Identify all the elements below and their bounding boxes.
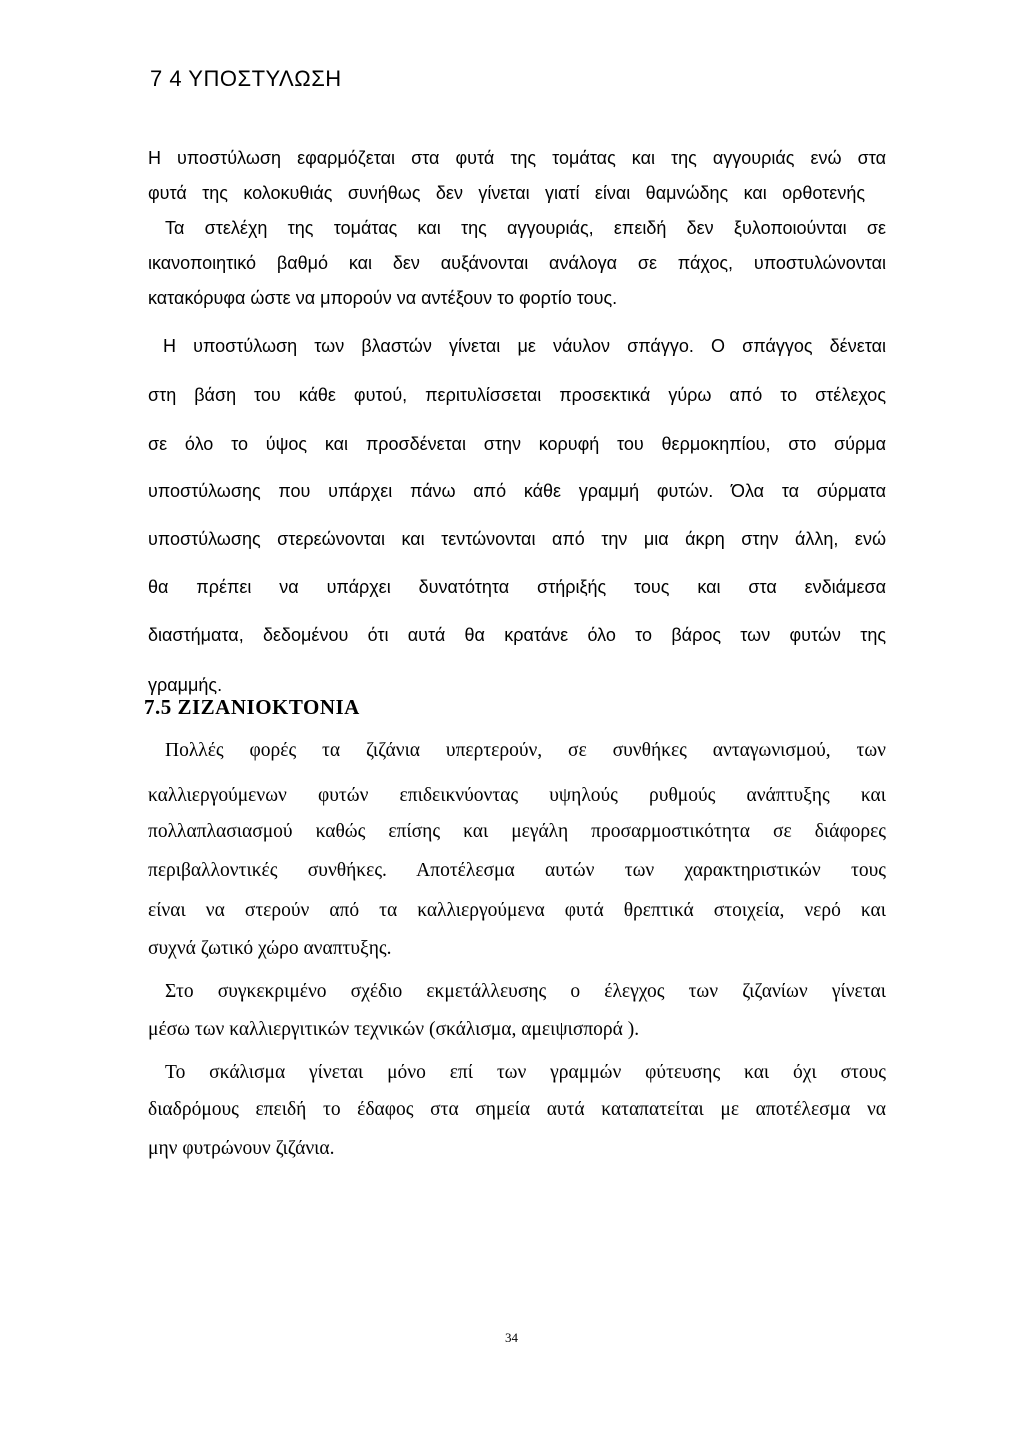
- paragraph-line: κατακόρυφα ώστε να μπορούν να αντέξουν το φορτίο τους.: [148, 288, 618, 308]
- paragraph-line: μην φυτρώνουν ζιζάνια.: [148, 1138, 335, 1159]
- paragraph-line: πολλαπλασιασμού καθώς επίσης και μεγάλη προσαρμοστικότητα σε διάφορες: [148, 821, 886, 842]
- section-heading-supporting: 7 4 ΥΠΟΣΤΥΛΩΣΗ: [150, 66, 342, 91]
- paragraph-line: σε όλο το ύψος και προσδένεται στην κορυφή του θερμοκηπίου, στο σύρμα: [148, 434, 886, 454]
- paragraph-line: φυτά της κολοκυθιάς συνήθως δεν γίνεται γιατί είναι θαμνώδης και ορθοτενής: [148, 183, 865, 203]
- paragraph-line: Η υποστύλωση των βλαστών γίνεται με νάυλον σπάγγο. Ο σπάγγος δένεται: [163, 336, 886, 356]
- paragraph-line: Στο συγκεκριμένο σχέδιο εκμετάλλευσης ο έλεγχος των ζιζανίων γίνεται: [165, 981, 886, 1002]
- paragraph-line: συχνά ζωτικό χώρο αναπτυξης.: [148, 938, 392, 959]
- paragraph-line: θα πρέπει να υπάρχει δυνατότητα στήριξής τους και στα ενδιάμεσα: [148, 577, 886, 597]
- paragraph-line: υποστύλωσης στερεώνονται και τεντώνονται από την μια άκρη στην άλλη, ενώ: [148, 529, 886, 549]
- paragraph-line: περιβαλλοντικές συνθήκες. Αποτέλεσμα αυτών των χαρακτηριστικών τους: [148, 860, 886, 881]
- paragraph-line: Το σκάλισμα γίνεται μόνο επί των γραμμών φύτευσης και όχι στους: [165, 1062, 886, 1083]
- paragraph-line: διαδρόμους επειδή το έδαφος στα σημεία αυτά καταπατείται με αποτέλεσμα να: [148, 1099, 886, 1120]
- paragraph-line: Η υποστύλωση εφαρμόζεται στα φυτά της τομάτας και της αγγουριάς ενώ στα: [148, 148, 886, 168]
- paragraph-line: γραμμής.: [148, 675, 223, 695]
- paragraph-line: καλλιεργούμενων φυτών επιδεικνύοντας υψηλούς ρυθμούς ανάπτυξης και: [148, 785, 886, 806]
- section-heading-weed-control: 7.5 ΖΙΖΑΝΙΟΚΤΟΝΙΑ: [144, 695, 360, 719]
- paragraph-line: είναι να στερούν από τα καλλιεργούμενα φυτά θρεπτικά στοιχεία, νερό και: [148, 900, 886, 921]
- paragraph-line: ικανοποιητικό βαθμό και δεν αυξάνονται ανάλογα σε πάχος, υποστυλώνονται: [148, 253, 886, 273]
- paragraph-line: Πολλές φορές τα ζιζάνια υπερτερούν, σε συνθήκες ανταγωνισμού, των: [165, 740, 886, 761]
- paragraph-line: μέσω των καλλιεργιτικών τεχνικών (σκάλισμα, αμειψισπορά ).: [148, 1019, 640, 1040]
- paragraph-line: διαστήματα, δεδομένου ότι αυτά θα κρατάνε όλο το βάρος των φυτών της: [148, 625, 886, 645]
- paragraph-line: στη βάση του κάθε φυτού, περιτυλίσσεται προσεκτικά γύρω από το στέλεχος: [148, 385, 886, 405]
- paragraph-line: Τα στελέχη της τομάτας και της αγγουριάς, επειδή δεν ξυλοποιούνται σε: [165, 218, 886, 238]
- page-number: 34: [505, 1330, 518, 1345]
- paragraph-line: υποστύλωσης που υπάρχει πάνω από κάθε γραμμή φυτών. Όλα τα σύρματα: [148, 481, 886, 501]
